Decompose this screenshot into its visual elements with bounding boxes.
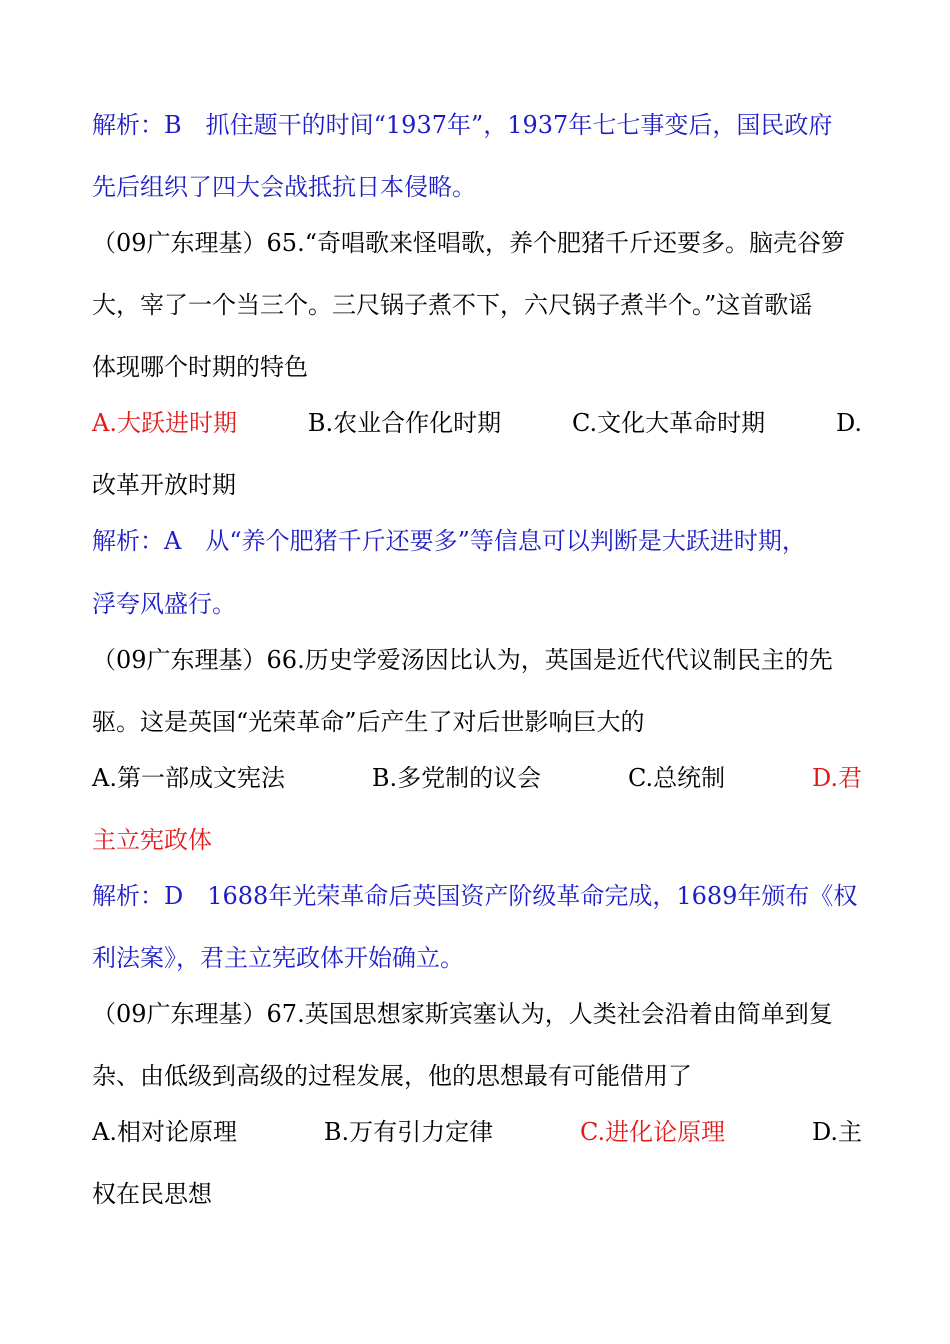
option-b: B.万有引力定律 bbox=[323, 1118, 494, 1146]
options-row bbox=[92, 763, 862, 793]
question-text: 大，宰了一个当三个。三尺锅子煮不下，六尺锅子煮半个。”这首歌谣 bbox=[92, 291, 813, 319]
option-d: D.主 bbox=[811, 1118, 862, 1146]
option-continuation: 主立宪政体 bbox=[92, 826, 212, 854]
analysis-line: 解析：B 抓住题干的时间“1937年”，1937年七七事变后，国民政府 bbox=[92, 111, 833, 139]
analysis-line: 浮夸风盛行。 bbox=[92, 590, 236, 618]
option-a: A.相对论原理 bbox=[92, 1118, 237, 1146]
question-text: （09广东理基）65.“奇唱歌来怪唱歌，养个肥猪千斤还要多。脑壳谷箩 bbox=[92, 229, 845, 257]
question-text: 杂、由低级到高级的过程发展，他的思想最有可能借用了 bbox=[92, 1062, 692, 1090]
option-d: D. bbox=[835, 409, 862, 437]
analysis-line: 解析：D 1688年光荣革命后英国资产阶级革命完成，1689年颁布《权 bbox=[92, 882, 858, 910]
question-text: （09广东理基）66.历史学爱汤因比认为，英国是近代代议制民主的先 bbox=[92, 646, 833, 674]
option-continuation: 权在民思想 bbox=[92, 1180, 212, 1208]
option-c: C.进化论原理 bbox=[579, 1118, 726, 1146]
option-b: B.农业合作化时期 bbox=[307, 409, 502, 437]
question-text: （09广东理基）67.英国思想家斯宾塞认为，人类社会沿着由简单到复 bbox=[92, 1000, 833, 1028]
analysis-line: 解析：A 从“养个肥猪千斤还要多”等信息可以判断是大跃进时期， bbox=[92, 527, 806, 555]
analysis-line: 先后组织了四大会战抵抗日本侵略。 bbox=[92, 173, 476, 201]
option-c: C.总统制 bbox=[627, 764, 726, 792]
options-row bbox=[92, 408, 862, 438]
option-d: D.君 bbox=[811, 764, 862, 792]
question-text: 体现哪个时期的特色 bbox=[92, 353, 308, 381]
option-b: B.多党制的议会 bbox=[371, 764, 542, 792]
option-a: A.大跃进时期 bbox=[92, 409, 237, 437]
option-continuation: 改革开放时期 bbox=[92, 471, 236, 499]
option-a: A.第一部成文宪法 bbox=[92, 764, 285, 792]
options-row bbox=[92, 1117, 862, 1147]
option-c: C.文化大革命时期 bbox=[571, 409, 766, 437]
question-text: 驱。这是英国“光荣革命”后产生了对后世影响巨大的 bbox=[92, 708, 645, 736]
analysis-line: 利法案》，君主立宪政体开始确立。 bbox=[92, 944, 464, 972]
